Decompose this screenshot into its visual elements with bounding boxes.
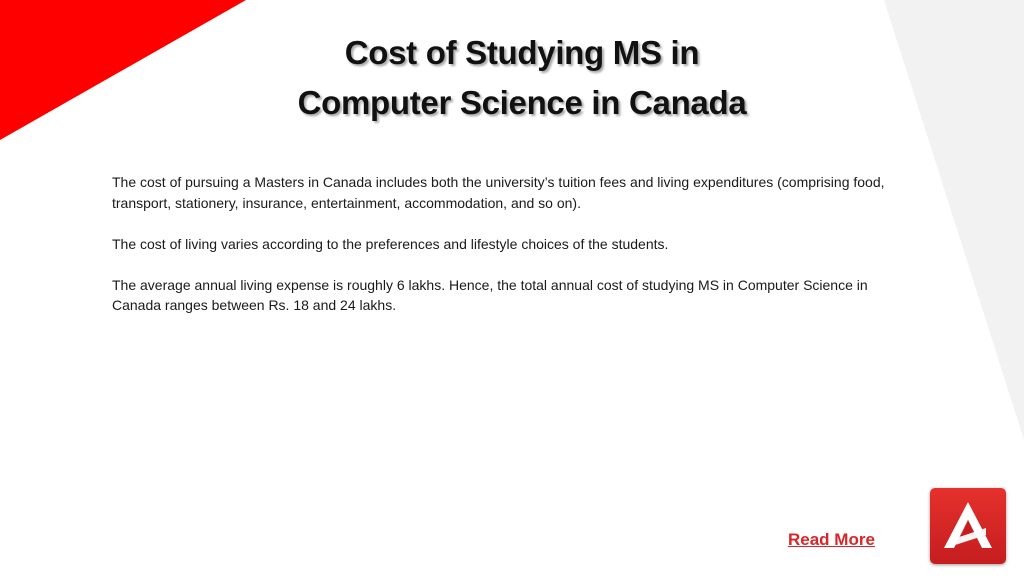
brand-logo[interactable] <box>930 488 1006 564</box>
page-title-line-2: Computer Science in Canada <box>297 84 747 121</box>
paragraph-cost-of-living: The cost of living varies according to the preferences and lifestyle choices of the students. <box>112 235 669 252</box>
body-text <box>112 172 902 336</box>
brand-logo-icon <box>930 488 1006 564</box>
paragraph-total-cost: The average annual living expense is roughly 6 lakhs. Hence, the total annual cost of studying MS in Computer Science in Canada ranges between Rs. 18 and 24 lakhs. <box>112 276 868 313</box>
page-title-line-1: Cost of Studying MS in <box>344 34 700 71</box>
read-more-link[interactable]: Read More <box>788 530 875 549</box>
paragraph-cost-components: The cost of pursuing a Masters in Canada includes both the university’s tuition fees and living expenditures (comprising food, transport, stationery, insurance, entertainment, accommodation, and so on). <box>112 174 885 211</box>
page-title <box>222 28 822 128</box>
